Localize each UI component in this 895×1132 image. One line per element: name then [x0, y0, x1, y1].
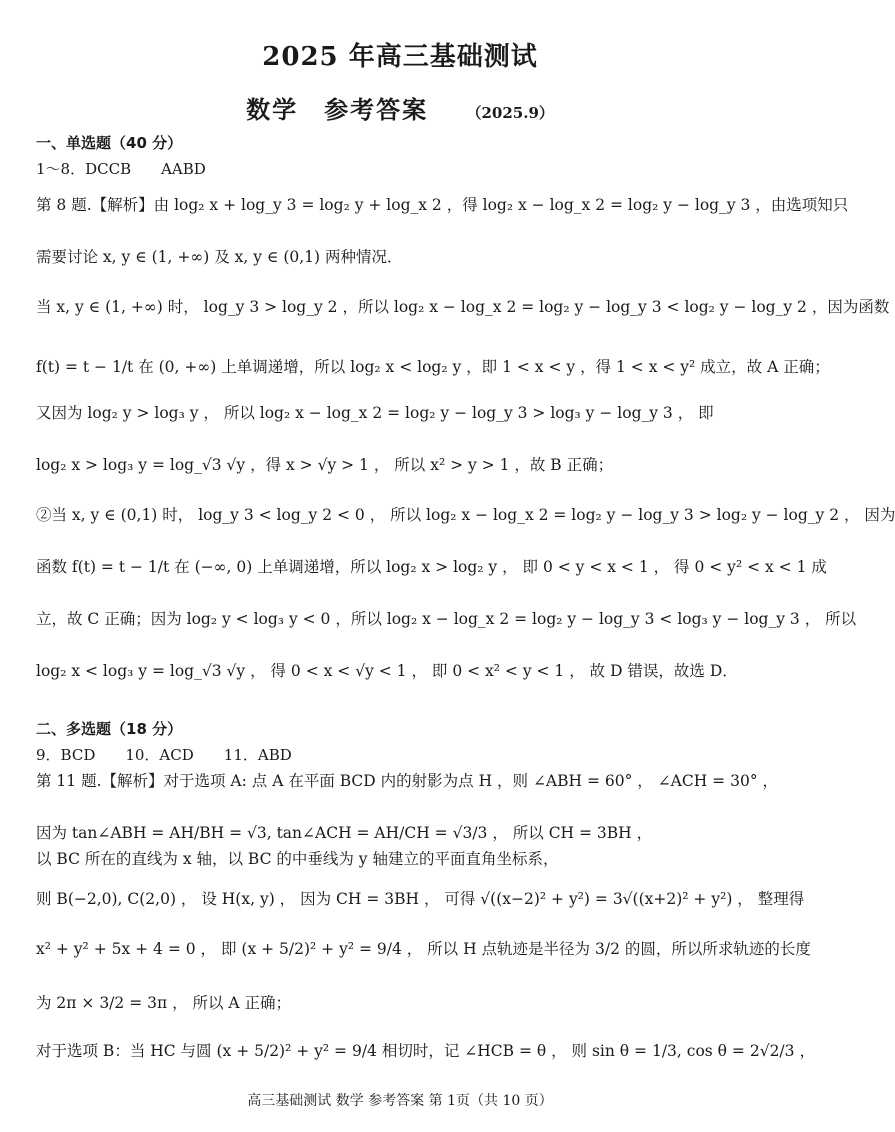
page-footer: 高三基础测试 数学 参考答案 第 1页（共 10 页） [247, 1093, 553, 1109]
analysis-line: ②当 x, y ∈ (0,1) 时， log_y 3 < log_y 2 < 0 ， 所以 log₂ x − log_x 2 = log₂ y − log_y 3 > log₂ y − log_y 2 ， 因为 [36, 506, 895, 524]
multi-choice-answers: 9．BCD 10．ACD 11．ABD [36, 746, 292, 764]
analysis-line: 第 11 题.【解析】对于选项 A: 点 A 在平面 BCD 内的射影为点 H ，则 ∠ABH = 60° ， ∠ACH = 30° ， [36, 772, 778, 790]
analysis-line: 函数 f(t) = t − 1/t 在 (−∞, 0) 上单调递增，所以 log₂ x > log₂ y ， 即 0 < y < x < 1 ， 得 0 < y² < x < 1 成 [36, 558, 827, 576]
subtitle-text: 数学 参考答案 [246, 95, 429, 124]
subtitle-date: （2025.9） [466, 104, 554, 122]
analysis-line: 立，故 C 正确；因为 log₂ y < log₃ y < 0 ，所以 log₂ x − log_x 2 = log₂ y − log_y 3 < log₃ y − log_y 3 ， 所以 [36, 610, 857, 628]
analysis-line: 则 B(−2,0), C(2,0) ， 设 H(x, y) ， 因为 CH = 3BH ， 可得 √((x−2)² + y²) = 3√((x+2)² + y²) ， 整理得 [36, 890, 805, 908]
analysis-line: 对于选项 B：当 HC 与圆 (x + 5/2)² + y² = 9/4 相切时，记 ∠HCB = θ ， 则 sin θ = 1/3, cos θ = 2√2/3 ， [36, 1042, 815, 1060]
analysis-line: log₂ x < log₃ y = log_√3 √y ， 得 0 < x < √y < 1 ， 即 0 < x² < y < 1 ， 故 D 错误，故选 D． [36, 662, 738, 680]
single-choice-answers: 1～8．DCCB AABD [36, 160, 206, 178]
page-subtitle [0, 90, 800, 125]
analysis-line: 又因为 log₂ y > log₃ y ， 所以 log₂ x − log_x 2 = log₂ y − log_y 3 > log₃ y − log_y 3 ， 即 [36, 404, 714, 422]
analysis-line: 当 x, y ∈ (1, +∞) 时， log_y 3 > log_y 2 ，所以 log₂ x − log_x 2 = log₂ y − log_y 3 < log₂ y − log_y 2 ，因为函数 [36, 298, 890, 316]
analysis-line: 第 8 题.【解析】由 log₂ x + log_y 3 = log₂ y + log_x 2 ，得 log₂ x − log_x 2 = log₂ y − log_y 3 ，由选项知只 [36, 196, 849, 214]
analysis-line: f(t) = t − 1/t 在 (0, +∞) 上单调递增，所以 log₂ x < log₂ y ，即 1 < x < y ，得 1 < x < y² 成立，故 A 正确； [36, 358, 830, 376]
analysis-line: 因为 tan∠ABH = AH/BH = √3, tan∠ACH = AH/CH = √3/3 ， 所以 CH = 3BH ， [36, 824, 653, 842]
section-heading-single-choice: 一、单选题（40 分） [36, 134, 183, 152]
analysis-line: 以 BC 所在的直线为 x 轴，以 BC 的中垂线为 y 轴建立的平面直角坐标系， [36, 850, 559, 868]
analysis-line: 需要讨论 x, y ∈ (1, +∞) 及 x, y ∈ (0,1) 两种情况． [36, 248, 403, 266]
page-title: 2025 年高三基础测试 [262, 42, 538, 72]
analysis-line: x² + y² + 5x + 4 = 0 ， 即 (x + 5/2)² + y² = 9/4 ， 所以 H 点轨迹是半径为 3/2 的圆，所以所求轨迹的长度 [36, 940, 811, 958]
analysis-line: 为 2π × 3/2 = 3π ， 所以 A 正确； [36, 994, 292, 1012]
section-heading-multi-choice: 二、多选题（18 分） [36, 720, 183, 738]
analysis-line: log₂ x > log₃ y = log_√3 √y ，得 x > √y > 1 ， 所以 x² > y > 1 ，故 B 正确； [36, 456, 614, 474]
